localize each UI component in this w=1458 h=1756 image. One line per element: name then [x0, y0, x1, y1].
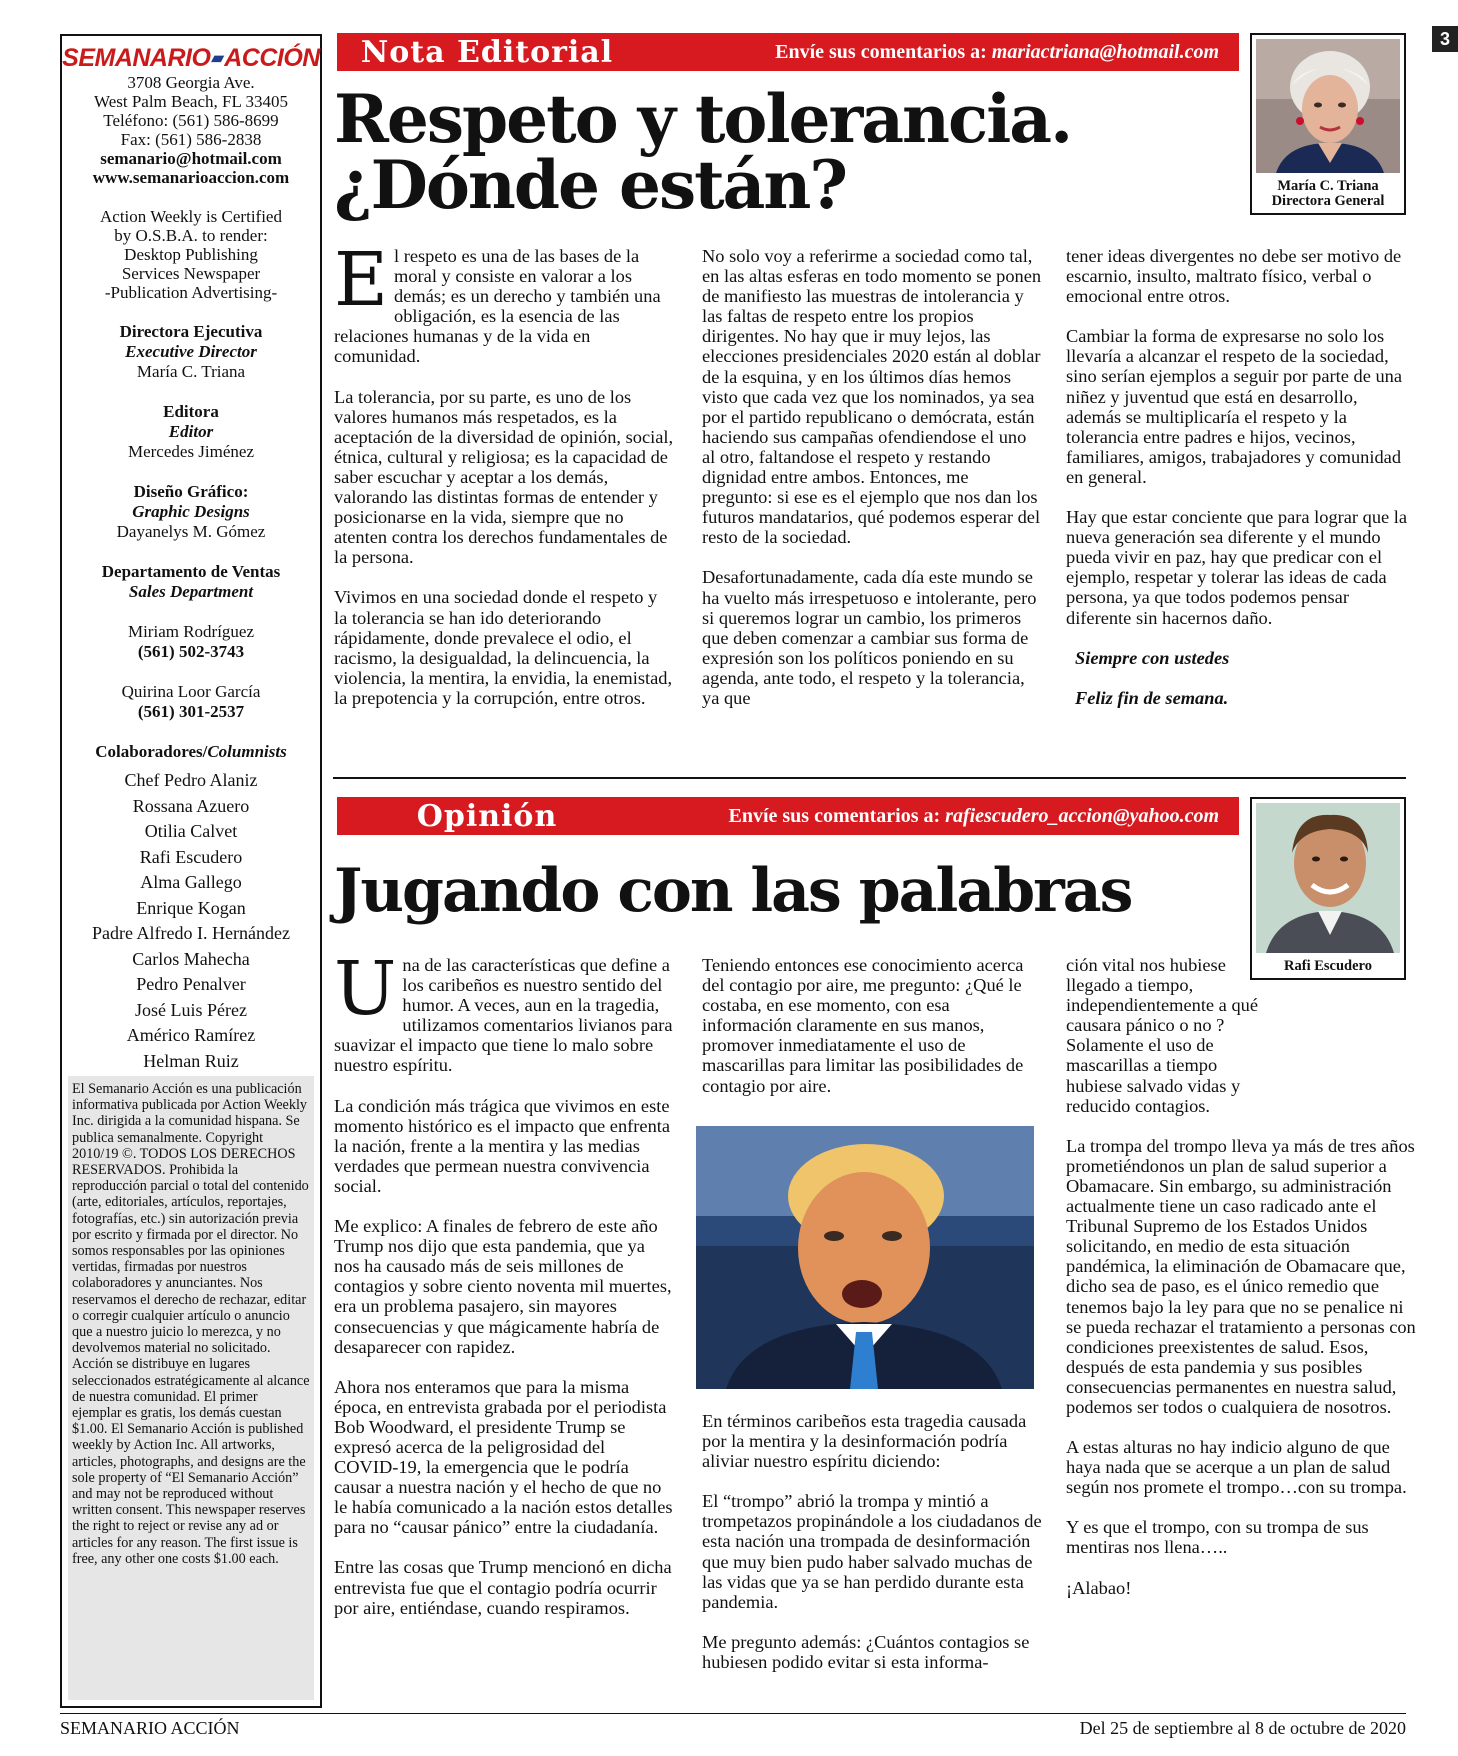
portrait-title: Directora General [1271, 193, 1385, 209]
sales-phone: (561) 502-3743 [137, 642, 245, 662]
paragraph: l respeto es una de las bases de la moral y consiste en valorar a los demás; es un derecho y también una obligación, es la esencia de las relaciones humanas y de la vida en comunidad. [334, 246, 661, 367]
opinion-email-link[interactable]: rafiescudero_accion@yahoo.com [945, 805, 1219, 827]
staff-role [62, 482, 320, 542]
paragraph: En términos caribeños esta tragedia causada por la mentira y la desinformación podría aliviar nuestro espíritu diciendo: [702, 1411, 1027, 1472]
footer-publication-name: SEMANARIO ACCIÓN [60, 1718, 240, 1738]
contact-info [62, 73, 320, 187]
columnist-name: José Luis Pérez [135, 999, 247, 1020]
legal-notice: El Semanario Acción es una publicación informativa publicada por Action Weekly Inc. dirigida a la comunidad hispana. Se publica semanalmente. Copyright 2010/19 ©. TODOS LOS DERECHOS RESERVADOS. Prohibida la reproducción parcial o total del contenido (arte, editoriales, artículos, reportajes, fotografías, etc.) sin autorización previa por escrito y firmada por el director. No somos responsables por las opiniones vertidas, firmadas por nuestros colaboradores y anunciantes. Nos reservamos el derecho de rechazar, editar o corregir cualquier artículo o anuncio que a nuestro juicio lo merezca, y no devolvemos material no solicitado. Acción se distribuye en lugares seleccionados estratégicamente al alcance de nuestra comunidad. El primer ejemplar es gratis, los demás cuestan $1.00. El Semanario Acción is published weekly by Action Inc. All artworks, articles, photographs, and designs are the sole property of “El Semanario Acción” and may not be reproduced without written consent. This newspaper reserves the right to reject or revise any ad or articles for any reason. The first issue is free, any other one costs $1.00 each. [68, 1076, 314, 1700]
editorial-column-2 [702, 246, 1042, 728]
section-divider [333, 777, 1406, 779]
columnists-title-en: Columnists [207, 742, 287, 762]
paragraph: El “trompo” abrió la trompa y mintió a trompetazos propinándole a los ciudadanos de esta nación una trompada de desinformación que muy bien pudo haber salvado muchas de las vidas que ya se han perdido durante esta pandemia. [702, 1491, 1042, 1612]
portrait-name: Rafi Escudero [1284, 958, 1372, 974]
author-photo [1256, 39, 1400, 173]
role-title-en: Editor [168, 422, 214, 442]
columnist-name: Américo Ramírez [126, 1025, 256, 1046]
paragraph: Hay que estar conciente que para lograr que la nueva generación sea diferente y el mundo pueda vivir en paz, hay que predicar con el ejemplo, respetar y tolerar las ideas de cada persona, ya que todos podemos pensar diferente sin hacernos daño. [1066, 507, 1408, 628]
role-title: Editora [163, 402, 219, 422]
columnist-name: Helman Ruiz [143, 1050, 239, 1071]
portrait-caption [1252, 177, 1404, 213]
paragraph: Cambiar la forma de expresarse no solo los llevaría a alcanzar el respeto de la sociedad, sino serían ejemplos a seguir por parte de una niñez y juventud que está en desarrollo, además se multiplicaría el respeto y la tolerancia entre padres e hijos, vecinos, familiares, amigos, trabajadores y comunidad en general. [1066, 326, 1403, 487]
sales-person: Quirina Loor García [121, 682, 261, 702]
role-person: Dayanelys M. Gómez [116, 522, 266, 542]
role-title-en: Graphic Designs [132, 502, 250, 522]
contact-label: Envíe sus comentarios a: [775, 41, 987, 63]
paragraph: No solo voy a referirme a sociedad como tal, en las altas esferas en todo momento se ponen de manifiesto las muestras de intolerancia y las faltas de respeto entre los propios dirigentes. No hay que ir muy lejos, las elecciones presidenciales 2020 están al doblar de la esquina, y en los últimos días hemos visto que cada vez que los nominados, ya sea por el partido republicano o demócrata, están haciendo sus campañas ofendiendose el uno al otro, faltandose el respeto y restando dignidad entre ambos. Entonces, me pregunto: si ese es el ejemplo que nos dan los futuros mandatarios, qué podemos esperar del resto de la sociedad. [702, 246, 1042, 548]
columnist-name: Padre Alfredo I. Hernández [92, 923, 290, 944]
city-line: West Palm Beach, FL 33405 [94, 92, 288, 112]
role-title: Directora Ejecutiva [119, 322, 263, 342]
editorial-column-1 [334, 237, 674, 728]
columnist-name: Chef Pedro Alaniz [124, 770, 258, 791]
paragraph: La tolerancia, por su parte, es uno de los valores humanos más respetados, es la aceptación de la diversidad de opinión, social, étnica, cultural y religiosa; es la capacidad de saber escuchar y aceptar a los demás, valorando las distintas formas de entender y posicionarse en la vida, siempre que no atenten contra los derechos fundamentales de la persona. [334, 386, 674, 568]
page-number: 3 [1432, 26, 1458, 52]
staff-role [62, 402, 320, 462]
sidebar-staff-box [60, 34, 322, 1708]
signature-line: Siempre con ustedes [1075, 647, 1230, 668]
role-person: María C. Triana [136, 362, 246, 382]
opinion-column-1 [334, 946, 674, 1638]
headline-line: ¿Dónde están? [334, 146, 847, 224]
sales-phone: (561) 301-2537 [137, 702, 245, 722]
columnist-name: Alma Gallego [140, 872, 242, 893]
columnist-name: Carlos Mahecha [132, 948, 250, 969]
footer-issue-dates: Del 25 de septiembre al 8 de octubre de 2020 [1079, 1718, 1406, 1738]
columnists-heading [62, 742, 320, 762]
masthead-word-2: ACCIÓN [224, 44, 320, 72]
paragraph: na de las características que define a los caribeños es nuestro sentido del humor. A veces, aun en la tragedia, utilizamos comentarios livianos para suavizar el impacto que tiene lo malo sobre nuestro espíritu. [334, 955, 673, 1076]
fax-line: Fax: (561) 586-2838 [120, 130, 262, 150]
role-title: Departamento de Ventas [101, 562, 281, 582]
paragraph: Vivimos en una sociedad donde el respeto y la tolerancia se han ido deteriorando rápidamente, donde prevalece el odio, el racismo, la desigualdad, la delincuencia, la violencia, la mentira, la envidia, la enemistad, la prepotencia y la corrupción, entre otros. [334, 587, 673, 708]
footer-rule [60, 1713, 1406, 1714]
section-contact [775, 33, 1219, 71]
role-person: Mercedes Jiménez [127, 442, 255, 462]
author-photo [1256, 803, 1400, 953]
cert-line: Action Weekly is Certified [100, 207, 282, 227]
website-line: www.semanarioaccion.com [92, 168, 290, 188]
opinion-section-bar [337, 797, 1239, 835]
paragraph: La condición más trágica que vivimos en este momento histórico es el impacto que enfrenta la nación, frente a la mentira y las medias verdades que permean nuestra convivencia social. [334, 1095, 671, 1196]
columnist-name: Otilia Calvet [144, 821, 238, 842]
editorial-column-3 [1066, 246, 1416, 728]
editorial-email-link[interactable]: mariactriana@hotmail.com [991, 41, 1219, 63]
paragraph: Entre las cosas que Trump mencionó en dicha entrevista fue que el contagio podría ocurrir por aire, entiéndase, cuando respiramos. [334, 1557, 672, 1618]
cert-line: Desktop Publishing [124, 245, 258, 265]
editorial-section-bar [337, 33, 1239, 71]
columnists-title-es: Colaboradores/ [95, 742, 208, 762]
columnist-name: Enrique Kogan [136, 897, 246, 918]
contact-label: Envíe sus comentarios a: [728, 805, 941, 827]
section-contact [729, 797, 1220, 835]
paragraph: ¡Alabao! [1066, 1577, 1132, 1598]
paragraph: Me pregunto además: ¿Cuántos contagios se hubiesen podido evitar si esta informa- [702, 1631, 1030, 1672]
masthead-logo [62, 44, 320, 73]
paragraph: Teniendo entonces ese conocimiento acerca del contagio por aire, me pregunto: ¿Qué le costaba, en ese momento, con esa información claramente en sus manos, promover inmediatamente el uso de mascarillas para limitar las posibilidades de contagio por aire. [702, 955, 1024, 1096]
columnist-name: Rossana Azuero [132, 795, 250, 816]
cert-line: by O.S.B.A. to render: [114, 226, 268, 246]
opinion-headline: Jugando con las palabras [334, 856, 1132, 926]
cert-line: -Publication Advertising- [104, 283, 278, 303]
paragraph: Y es que el trompo, con su trompa de sus mentiras nos llena….. [1066, 1517, 1369, 1558]
role-title: Diseño Gráfico: [133, 482, 249, 502]
drop-cap: U [334, 946, 397, 1032]
role-title-en: Sales Department [128, 582, 254, 602]
role-title-en: Executive Director [125, 342, 257, 362]
paragraph: La trompa del trompo lleva ya más de tres años prometiéndonos un plan de salud superior a Obamacare. Sin embargo, su administración actualmente tiene un caso radicado ante el Tribunal Supremo de los Estados Unidos solicitando, en medio de esta situación pandémica, la eliminación de Obamacare que, dicho sea de paso, es el único remedio que tenemos bajo la ley para que no se penalice ni se pueda rechazar el tratamiento a personas con condiciones preexistentes de salud. Esos, después de esta pandemia y sus posibles consecuencias permanentes en nuestra salud, podemos ser todos o cualquiera de nosotros. [1066, 1135, 1416, 1417]
staff-role [62, 322, 320, 382]
masthead-word-1: SEMANARIO [62, 44, 211, 72]
sales-department [62, 562, 320, 722]
paragraph: Me explico: A finales de febrero de este año Trump nos dijo que esta pandemia, que ya nos ha causado más de seis millones de contagios y sobre ciento noventa mil muertes, era un problema pasajero, sin mayores consecuencias y que mágicamente habría de desaparecer con rapidez. [334, 1216, 672, 1357]
opinion-column-2-continued [702, 1411, 1042, 1692]
paragraph: Ahora nos enteramos que para la misma época, en entrevista grabada por el periodista Bob Woodward, el presidente Trump se expresó acerca de la peligrosidad del COVID-19, la emergencia que le podría causar a nuestra nación y el hecho de que no le había comunicado a la nación estos detalles para no “causar pánico” entre la ciudadanía. [334, 1376, 673, 1538]
opinion-author-portrait [1250, 797, 1406, 980]
editorial-author-portrait [1250, 33, 1406, 215]
drop-cap: E [334, 237, 389, 323]
portrait-name: María C. Triana [1277, 178, 1379, 194]
phone-line: Teléfono: (561) 586-8699 [103, 111, 279, 131]
opinion-column-3 [1066, 955, 1416, 1618]
columnist-name: Pedro Penalver [136, 974, 246, 995]
email-line: semanario@hotmail.com [100, 149, 282, 169]
trump-news-photo [696, 1126, 1034, 1389]
headline-line: Respeto y tolerancia. [334, 80, 1072, 158]
editorial-headline [334, 80, 1234, 224]
section-title: Opinión [416, 799, 558, 834]
opinion-column-2 [702, 955, 1042, 1116]
florida-icon: ▰ [211, 50, 224, 68]
paragraph: Desafortunadamente, cada día este mundo se ha vuelto más irrespetuoso e intolerante, pero si queremos lograr un cambio, los primeros que deben comenzar a cambiar sus forma de expresión son los políticos poniendo en su agenda, ante todo, el respeto y la tolerancia, ya que [702, 567, 1037, 708]
section-title: Nota Editorial [360, 35, 614, 70]
address-line: 3708 Georgia Ave. [127, 73, 255, 93]
paragraph: tener ideas divergentes no debe ser motivo de escarnio, insulto, maltrato físico, verbal o emocional entre otros. [1066, 246, 1402, 307]
sales-person: Miriam Rodríguez [127, 622, 255, 642]
paragraph: ción vital nos hubiese llegado a tiempo, independientemente a qué causara pánico o no ? Solamente el uso de mascarillas a tiempo hubiese salvado vidas y reducido contagios. [1066, 955, 1258, 1116]
signature-line: Feliz fin de semana. [1075, 687, 1229, 708]
columnists-list [62, 768, 320, 1074]
certification-note [62, 207, 320, 302]
columnist-name: Rafi Escudero [139, 846, 243, 867]
cert-line: Services Newspaper [121, 264, 261, 284]
paragraph: A estas alturas no hay indicio alguno de que haya nada que se acerque a un plan de salud según nos promete el trompo…con su trompa. [1066, 1437, 1407, 1498]
